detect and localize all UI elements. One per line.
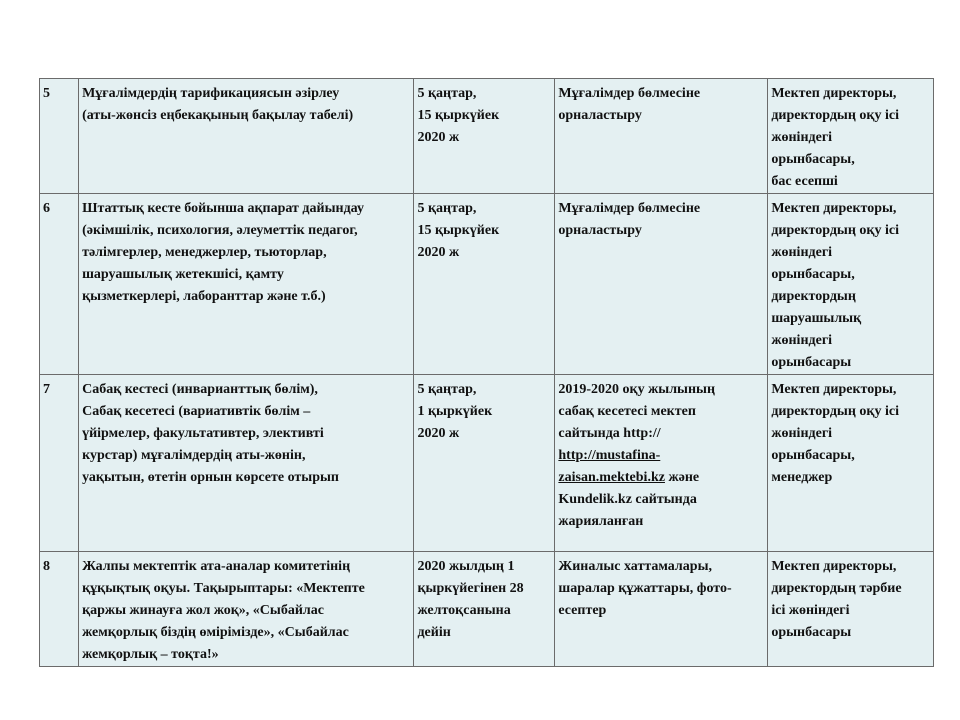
responsible-cell: Мектеп директоры, директордың оқу ісі жөніндегі орынбасары, менеджер	[768, 375, 934, 552]
table-row	[40, 552, 934, 667]
table-row	[40, 375, 934, 552]
task-cell: Сабақ кестесі (инварианттық бөлім), Сабақ кесетесі (вариативтік бөлім – үйірмелер, факультативтер, элективті курстар) мұғалімдердің аты-жөнін, уақытын, өтетін орнын көрсете отырып	[79, 375, 414, 552]
task-cell: Жалпы мектептік ата-аналар комитетінің құқықтық оқуы. Тақырыптары: «Мектепте қаржы жинауға жол жоқ», «Сыбайлас жемқорлық біздің өмірімізде», «Сыбайлас жемқорлық – тоқта!»	[79, 552, 414, 667]
date-cell: 2020 жылдың 1 қыркүйегінен 28 желтоқсанына дейін	[414, 552, 555, 667]
row-number: 8	[40, 552, 79, 667]
document-text: 2019-2020 оқу жылының сабақ кесетесі мектеп сайтында http://	[558, 382, 716, 441]
row-number: 5	[40, 79, 79, 194]
document-cell: Мұғалімдер бөлмесіне орналастыру	[555, 79, 768, 194]
table-row	[40, 79, 934, 194]
task-cell: Мұғалімдердің тарификациясын әзірлеу (аты-жөнсіз еңбекақының бақылау табелі)	[79, 79, 414, 194]
plan-table	[39, 78, 934, 667]
date-cell: 5 қаңтар, 1 қыркүйек 2020 ж	[414, 375, 555, 552]
document-cell: Жиналыс хаттамалары, шаралар құжаттары, фото- есептер	[555, 552, 768, 667]
document-cell: Мұғалімдер бөлмесіне орналастыру	[555, 194, 768, 375]
table-row	[40, 194, 934, 375]
responsible-cell: Мектеп директоры, директордың оқу ісі жөніндегі орынбасары, директордың шаруашылық жөніндегі орынбасары	[768, 194, 934, 375]
row-number: 6	[40, 194, 79, 375]
date-cell: 5 қаңтар, 15 қыркүйек 2020 ж	[414, 79, 555, 194]
responsible-cell: Мектеп директоры, директордың оқу ісі жөніндегі орынбасары, бас есепші	[768, 79, 934, 194]
row-number: 7	[40, 375, 79, 552]
school-site-link[interactable]: http://mustafina- zaisan.mektebi.kz	[558, 448, 665, 485]
task-cell: Штаттық кесте бойынша ақпарат дайындау (әкімшілік, психология, әлеуметтік педагог, тәлімгерлер, менеджерлер, тьюторлар, шаруашылық жетекшісі, қамту қызметкерлері, лаборанттар және т.б.)	[79, 194, 414, 375]
responsible-cell: Мектеп директоры, директордың тәрбие ісі жөніндегі орынбасары	[768, 552, 934, 667]
document-text: және Kundelik.kz сайтында жарияланған	[558, 470, 700, 529]
date-cell: 5 қаңтар, 15 қыркүйек 2020 ж	[414, 194, 555, 375]
document-cell	[555, 375, 768, 552]
